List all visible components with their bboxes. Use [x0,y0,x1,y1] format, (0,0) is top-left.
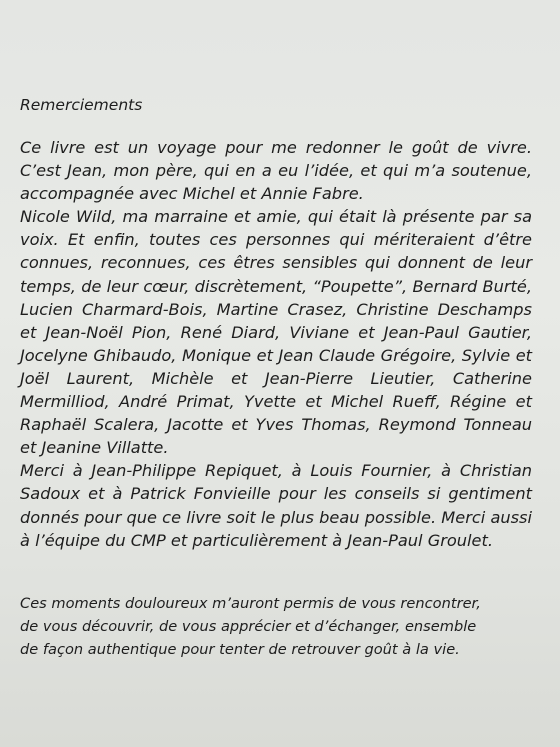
page-title: Remerciements [20,96,143,114]
closing-statement [20,592,532,661]
closing-line: de vous découvrir, de vous apprécier et d’échanger, ensemble [20,617,477,635]
closing-line: de façon authentique pour tenter de retrouver goût à la vie. [20,640,460,658]
paragraph-intro: Ce livre est un voyage pour me redonner le goût de vivre. C’est Jean, mon père, qui en a eu l’idée, et qui m’a soutenue, accompagnée avec Michel et Annie Fabre. [20,138,532,204]
acknowledgements-body [20,136,532,552]
paragraph-thanks-list: Nicole Wild, ma marraine et amie, qui était là présente par sa voix. Et enfin, toutes ces personnes qui mériteraient d’être connues, reconnues, ces êtres sensibles qui donnent de leur temps, de leur cœur, discrètement, “Poupette”, Bernard Burté, Lucien Charmard-Bois, Martine Crasez, Christine Deschamps et Jean-Noël Pion, René Diard, Viviane et Jean-Paul Gautier, Jocelyne Ghibaudo, Monique et Jean Claude Grégoire, Sylvie et Joël Laurent, Michèle et Jean-Pierre Lieutier, Catherine Mermilliod, André Primat, Yvette et Michel Rueff, Régine et Raphaël Scalera, Jacotte et Yves Thomas, Reymond Tonneau et Jeanine Villatte. [20,207,532,458]
paragraph-advice-thanks: Merci à Jean-Philippe Repiquet, à Louis Fournier, à Christian Sadoux et à Patrick Fonvieille pour les conseils si gentiment donnés pour que ce livre soit le plus beau possible. Merci aussi à l’équipe du CMP et particulièrement à Jean-Paul Groulet. [20,461,532,550]
closing-line: Ces moments douloureux m’auront permis de vous rencontrer, [20,594,481,612]
